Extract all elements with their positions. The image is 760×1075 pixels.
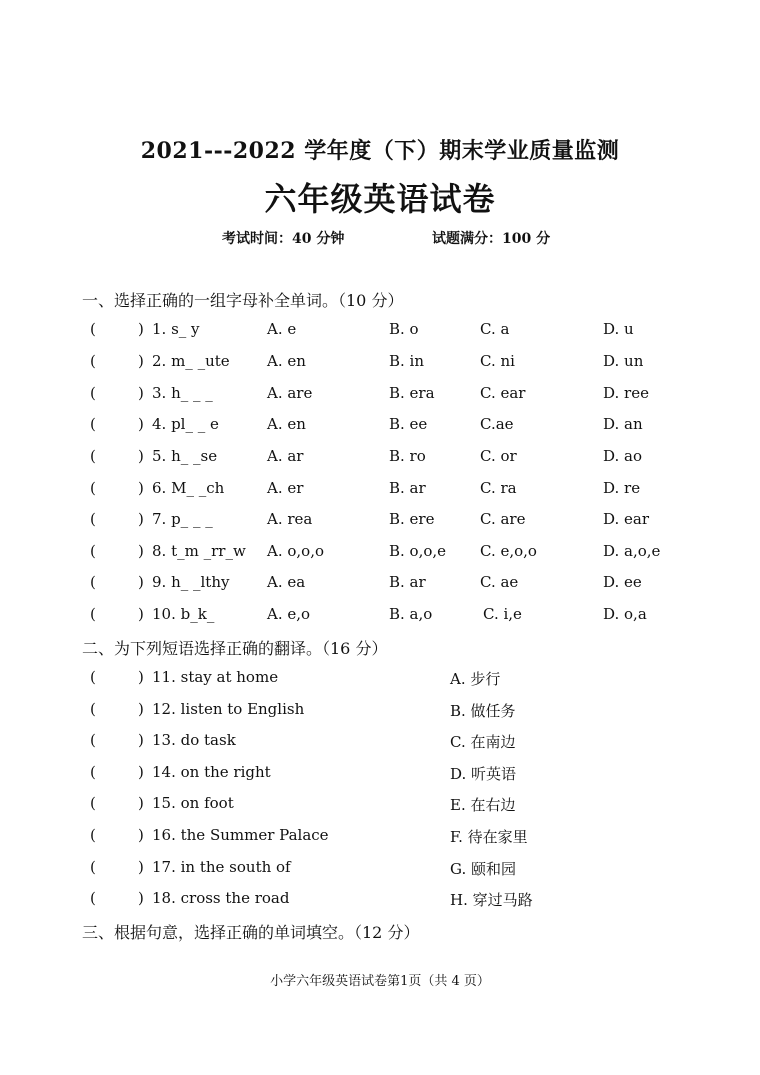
option-b: B. in — [389, 352, 425, 370]
option-c: C.ae — [480, 415, 514, 433]
option-b: B. ar — [389, 573, 426, 591]
option-d: D. un — [603, 352, 644, 370]
question-text: 2. m_ _ute — [152, 352, 230, 370]
translation-option: B. 做任务 — [450, 702, 516, 720]
answer-paren-close: ) — [138, 858, 144, 876]
option-a: A. rea — [267, 510, 313, 528]
option-a: A. e — [267, 320, 297, 338]
option-a: A. are — [267, 384, 313, 402]
option-b: B. o — [389, 320, 419, 338]
answer-paren-open: ( — [90, 889, 96, 907]
option-d: D. ear — [603, 510, 650, 528]
question-row — [0, 889, 760, 913]
phrase-text: 12. listen to English — [152, 700, 305, 718]
question-row — [0, 415, 760, 439]
option-c: C. e,o,o — [480, 542, 537, 560]
question-text: 3. h_ _ _ — [152, 384, 213, 402]
translation-option: E. 在右边 — [450, 796, 516, 814]
question-row — [0, 858, 760, 882]
question-row — [0, 447, 760, 471]
question-row — [0, 668, 760, 692]
option-a: A. o,o,o — [267, 542, 324, 560]
translation-option: G. 颐和园 — [450, 860, 516, 878]
option-c: C. are — [480, 510, 526, 528]
phrase-text: 11. stay at home — [152, 668, 279, 686]
question-text: 6. M_ _ch — [152, 479, 225, 497]
option-c: C. ni — [480, 352, 515, 370]
option-c: C. or — [480, 447, 517, 465]
question-row — [0, 794, 760, 818]
option-c: C. ra — [480, 479, 517, 497]
answer-paren-close: ) — [138, 447, 144, 465]
option-b: B. a,o — [389, 605, 433, 623]
phrase-text: 18. cross the road — [152, 889, 290, 907]
question-text: 4. pl_ _ e — [152, 415, 219, 433]
answer-paren-open: ( — [90, 320, 96, 338]
option-a: A. en — [267, 352, 306, 370]
question-text: 8. t_m _rr_w — [152, 542, 246, 560]
phrase-text: 13. do task — [152, 731, 236, 749]
question-row — [0, 605, 760, 629]
answer-paren-close: ) — [138, 320, 144, 338]
exam-subtitle: 六年级英语试卷 — [264, 180, 496, 218]
option-d: D. re — [603, 479, 641, 497]
option-b: B. ere — [389, 510, 435, 528]
answer-paren-open: ( — [90, 479, 96, 497]
exam-title: 2021---2022 学年度（下）期末学业质量监测 — [140, 138, 620, 164]
answer-paren-close: ) — [138, 605, 144, 623]
answer-paren-open: ( — [90, 700, 96, 718]
phrase-text: 17. in the south of — [152, 858, 291, 876]
section3-heading: 三、根据句意，选择正确的单词填空。（12 分） — [82, 923, 420, 942]
option-c: C. ear — [480, 384, 526, 402]
answer-paren-open: ( — [90, 510, 96, 528]
answer-paren-open: ( — [90, 731, 96, 749]
option-a: A. ea — [267, 573, 306, 591]
question-row — [0, 573, 760, 597]
option-d: D. a,o,e — [603, 542, 661, 560]
answer-paren-open: ( — [90, 447, 96, 465]
answer-paren-close: ) — [138, 889, 144, 907]
page-footer: 小学六年级英语试卷第1页（共 4 页） — [270, 974, 490, 989]
answer-paren-open: ( — [90, 573, 96, 591]
answer-paren-close: ) — [138, 573, 144, 591]
option-d: D. ree — [603, 384, 649, 402]
question-row — [0, 384, 760, 408]
answer-paren-close: ) — [138, 668, 144, 686]
option-b: B. ar — [389, 479, 426, 497]
translation-option: C. 在南边 — [450, 733, 516, 751]
option-a: A. e,o — [267, 605, 311, 623]
full-score: 试题满分：100 分 — [432, 231, 551, 247]
question-row — [0, 542, 760, 566]
question-text: 5. h_ _se — [152, 447, 218, 465]
answer-paren-close: ) — [138, 352, 144, 370]
option-b: B. ro — [389, 447, 426, 465]
translation-option: H. 穿过马路 — [450, 891, 533, 909]
answer-paren-close: ) — [138, 794, 144, 812]
phrase-text: 15. on foot — [152, 794, 234, 812]
answer-paren-open: ( — [90, 858, 96, 876]
answer-paren-open: ( — [90, 794, 96, 812]
option-d: D. ee — [603, 573, 642, 591]
option-b: B. o,o,e — [389, 542, 447, 560]
option-d: D. ao — [603, 447, 643, 465]
option-d: D. an — [603, 415, 643, 433]
answer-paren-open: ( — [90, 826, 96, 844]
question-text: 10. b_k_ — [152, 605, 215, 623]
answer-paren-close: ) — [138, 510, 144, 528]
option-a: A. er — [267, 479, 304, 497]
answer-paren-open: ( — [90, 542, 96, 560]
answer-paren-open: ( — [90, 605, 96, 623]
answer-paren-close: ) — [138, 763, 144, 781]
question-row — [0, 510, 760, 534]
answer-paren-close: ) — [138, 542, 144, 560]
question-row — [0, 352, 760, 376]
question-row — [0, 320, 760, 344]
option-a: A. en — [267, 415, 306, 433]
answer-paren-close: ) — [138, 479, 144, 497]
option-c: C. i,e — [483, 605, 522, 623]
answer-paren-open: ( — [90, 352, 96, 370]
question-text: 7. p_ _ _ — [152, 510, 213, 528]
question-row — [0, 479, 760, 503]
answer-paren-close: ) — [138, 384, 144, 402]
translation-option: F. 待在家里 — [450, 828, 528, 846]
question-row — [0, 731, 760, 755]
answer-paren-open: ( — [90, 668, 96, 686]
phrase-text: 16. the Summer Palace — [152, 826, 329, 844]
option-b: B. era — [389, 384, 435, 402]
answer-paren-close: ) — [138, 826, 144, 844]
phrase-text: 14. on the right — [152, 763, 271, 781]
translation-option: A. 步行 — [450, 670, 501, 688]
question-row — [0, 826, 760, 850]
answer-paren-open: ( — [90, 763, 96, 781]
translation-option: D. 听英语 — [450, 765, 517, 783]
option-c: C. a — [480, 320, 510, 338]
exam-time: 考试时间：40 分钟 — [222, 231, 345, 247]
option-d: D. u — [603, 320, 634, 338]
question-row — [0, 700, 760, 724]
question-row — [0, 763, 760, 787]
answer-paren-open: ( — [90, 415, 96, 433]
question-text: 9. h_ _lthy — [152, 573, 230, 591]
option-b: B. ee — [389, 415, 428, 433]
section1-heading: 一、选择正确的一组字母补全单词。（10 分） — [82, 291, 404, 310]
answer-paren-close: ) — [138, 415, 144, 433]
answer-paren-open: ( — [90, 384, 96, 402]
option-d: D. o,a — [603, 605, 647, 623]
question-text: 1. s_ y — [152, 320, 200, 338]
section2-heading: 二、为下列短语选择正确的翻译。（16 分） — [82, 639, 388, 658]
answer-paren-close: ) — [138, 700, 144, 718]
option-a: A. ar — [267, 447, 304, 465]
answer-paren-close: ) — [138, 731, 144, 749]
option-c: C. ae — [480, 573, 519, 591]
